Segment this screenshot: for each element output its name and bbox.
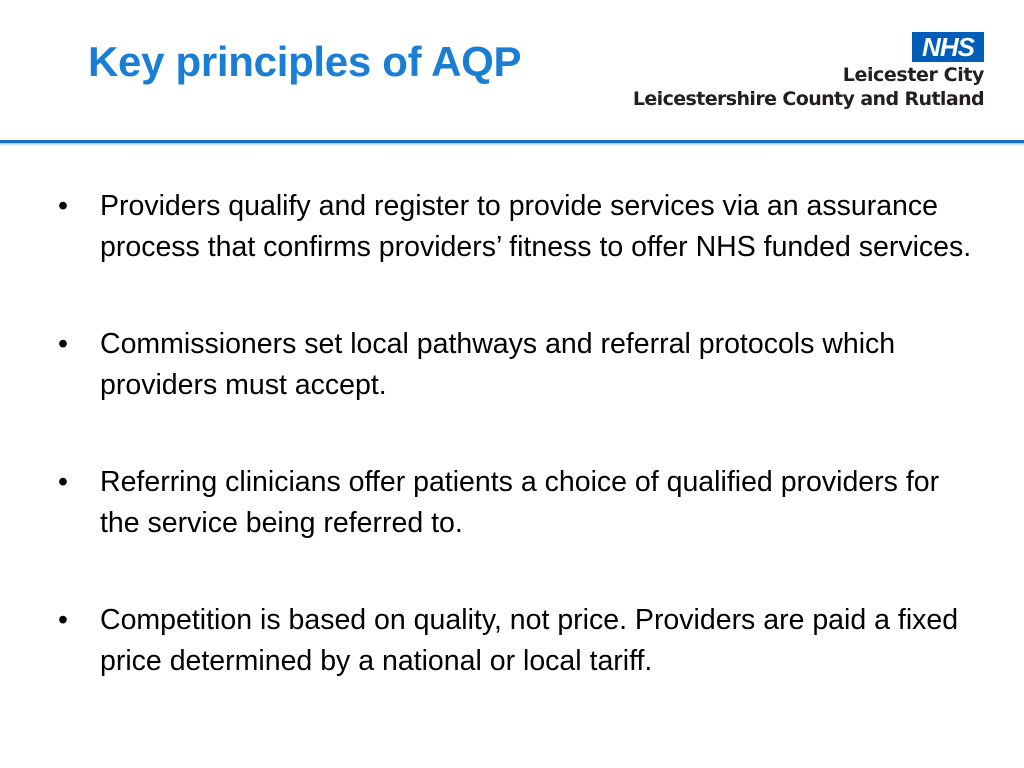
bullet-marker: • bbox=[58, 466, 68, 498]
bullet-marker: • bbox=[58, 604, 68, 636]
bullet-item bbox=[58, 324, 978, 406]
bullet-item bbox=[58, 186, 978, 268]
slide-title: Key principles of AQP bbox=[88, 38, 522, 85]
org-name-line1: Leicester City bbox=[842, 64, 984, 86]
header-divider-shadow bbox=[0, 143, 1024, 146]
nhs-badge: NHS bbox=[912, 32, 984, 62]
bullet-text: Referring clinicians offer patients a choice of qualified providers for the service being referred to. bbox=[100, 466, 940, 539]
nhs-logo bbox=[604, 32, 984, 112]
bullet-text: Providers qualify and register to provide services via an assurance process that confirms providers’ fitness to offer NHS funded services. bbox=[100, 190, 972, 263]
bullet-list bbox=[58, 186, 978, 738]
bullet-marker: • bbox=[58, 328, 68, 360]
bullet-marker: • bbox=[58, 190, 68, 222]
bullet-item bbox=[58, 600, 978, 682]
bullet-item bbox=[58, 462, 978, 544]
org-name-line2: Leicestershire County and Rutland bbox=[632, 88, 984, 110]
bullet-text: Competition is based on quality, not price. Providers are paid a fixed price determined by a national or local tariff. bbox=[100, 604, 959, 677]
bullet-text: Commissioners set local pathways and referral protocols which providers must accept. bbox=[100, 328, 896, 401]
